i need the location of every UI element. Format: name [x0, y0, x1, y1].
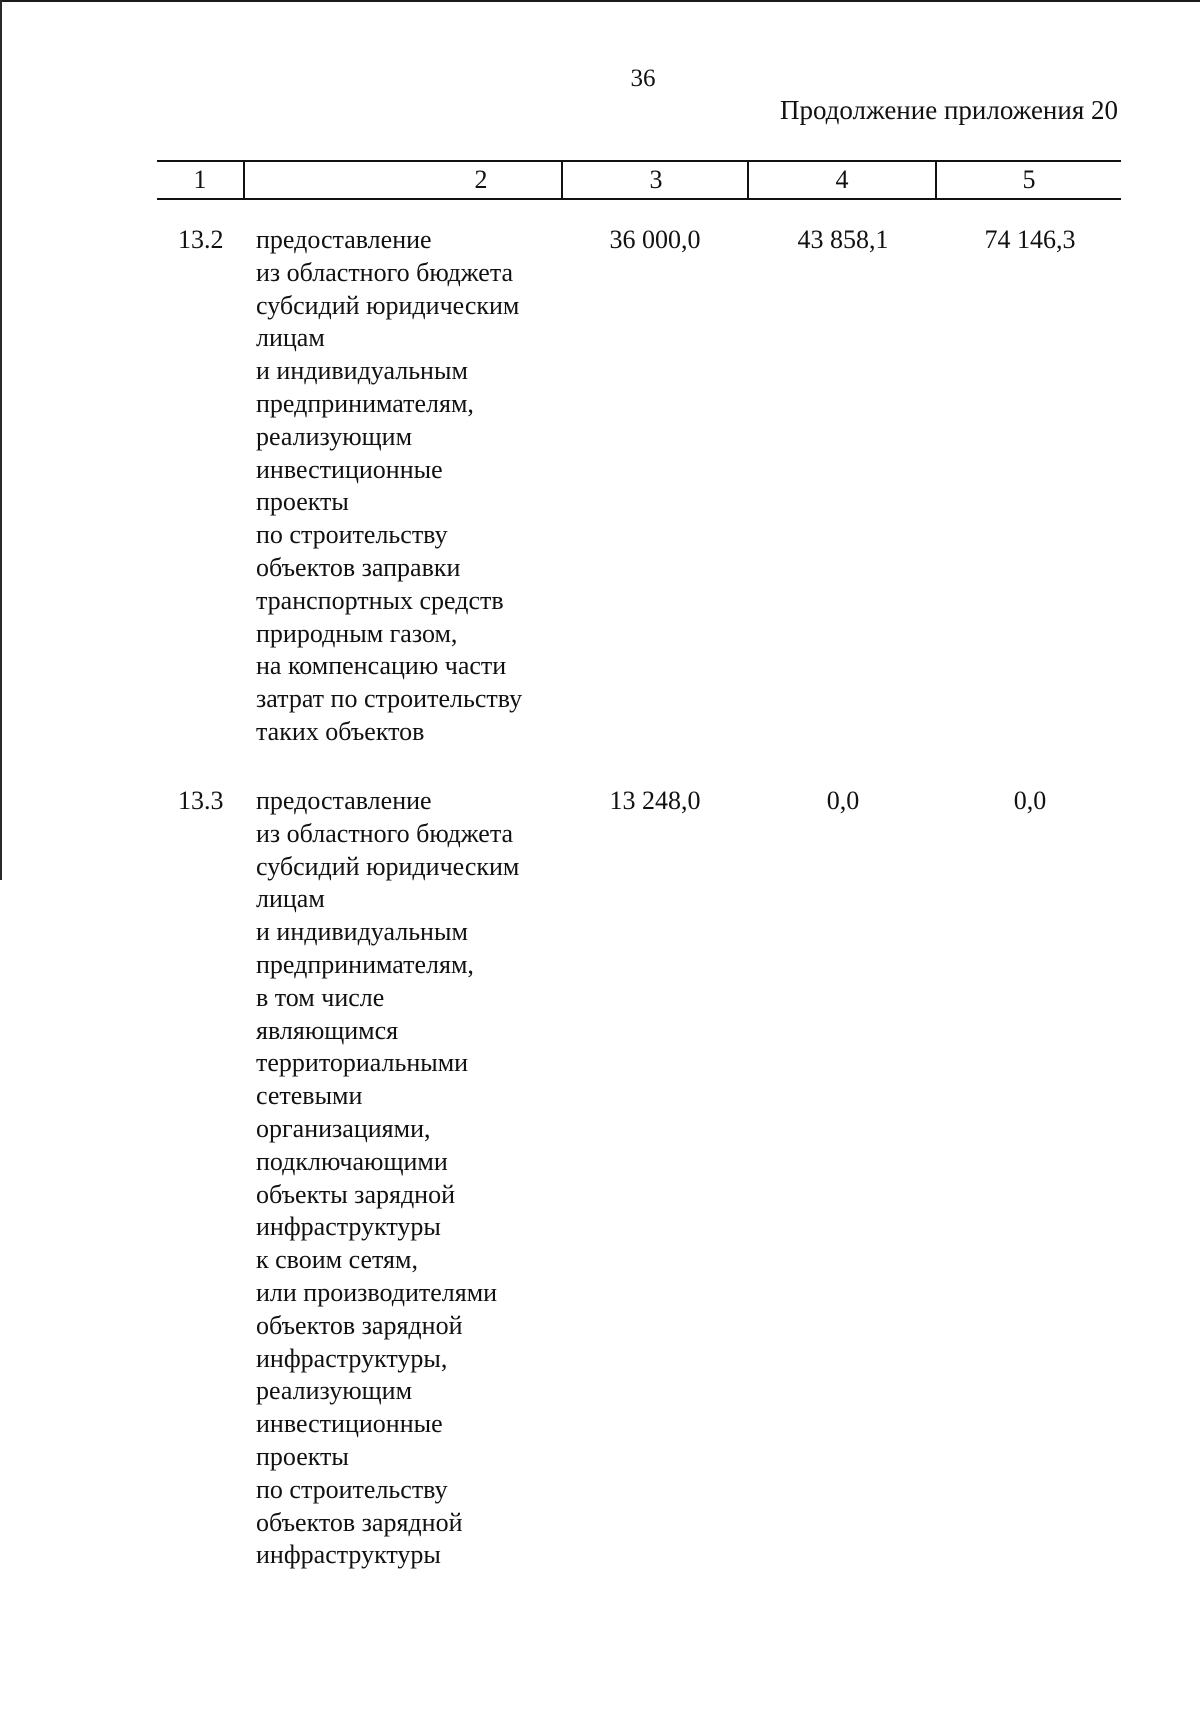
description-line: субсидий юридическим	[256, 851, 520, 881]
table-header-row	[157, 160, 1121, 200]
description-line: организациями,	[256, 1113, 431, 1143]
description-line: объектов заправки	[256, 552, 461, 582]
description-line: являющимся	[256, 1015, 399, 1045]
row-value-col-3: 13 248,0	[609, 786, 701, 815]
description-line: таких объектов	[256, 716, 425, 746]
description-line: лицам	[256, 323, 325, 353]
description-line: к своим сетям,	[256, 1245, 418, 1275]
row-number: 13.2	[178, 225, 224, 254]
description-line: реализующим	[256, 1376, 413, 1406]
description-line: по строительству	[256, 1474, 448, 1504]
description-line: инфраструктуры	[256, 1212, 441, 1242]
header-col-1: 1	[193, 165, 207, 194]
description-line: и индивидуальным	[256, 917, 468, 947]
description-line: предпринимателям,	[256, 388, 474, 418]
row-value-col-4: 43 858,1	[797, 225, 889, 254]
description-line: реализующим	[256, 421, 413, 451]
header-col-2: 2	[474, 165, 488, 194]
description-line: инвестиционные	[256, 454, 443, 484]
description-line: объектов зарядной	[256, 1507, 463, 1537]
row-value-col-5: 0,0	[1013, 786, 1047, 815]
description-line: сетевыми	[256, 1081, 363, 1111]
description-line: предоставление	[256, 225, 432, 254]
description-line: по строительству	[256, 520, 448, 550]
description-line: инвестиционные	[256, 1409, 443, 1439]
description-line: объекты зарядной	[256, 1179, 456, 1209]
row-description	[256, 785, 586, 1572]
description-line: субсидий юридическим	[256, 290, 520, 320]
description-line: лицам	[256, 884, 325, 914]
description-line: предпринимателям,	[256, 949, 474, 979]
description-line: инфраструктуры	[256, 1540, 441, 1570]
description-line: или производителями	[256, 1277, 498, 1307]
row-description	[256, 224, 586, 749]
header-col-5: 5	[1022, 165, 1036, 194]
description-line: затрат по строительству	[256, 684, 523, 714]
header-col-3: 3	[649, 165, 663, 194]
description-line: из областного бюджета	[256, 818, 514, 848]
page-edge-left	[0, 0, 2, 880]
description-line: территориальными	[256, 1048, 469, 1078]
description-line: подключающими	[256, 1146, 448, 1176]
description-line: и индивидуальным	[256, 356, 468, 386]
page-edge-top	[0, 0, 1200, 2]
description-line: объектов зарядной	[256, 1310, 463, 1340]
description-line: из областного бюджета	[256, 257, 514, 287]
row-value-col-3: 36 000,0	[609, 225, 701, 254]
description-line: транспортных средств	[256, 585, 504, 615]
appendix-continuation-note: Продолжение приложения 20	[779, 95, 1118, 125]
description-line: проекты	[256, 1441, 349, 1471]
description-line: в том числе	[256, 982, 385, 1012]
page-number: 36	[630, 65, 656, 92]
description-line: на компенсацию части	[256, 651, 507, 681]
description-line: природным газом,	[256, 618, 458, 648]
row-value-col-5: 74 146,3	[984, 225, 1076, 254]
description-line: проекты	[256, 487, 349, 517]
row-number: 13.3	[178, 786, 224, 815]
description-line: предоставление	[256, 786, 432, 815]
description-line: инфраструктуры,	[256, 1343, 448, 1373]
header-col-4: 4	[835, 165, 849, 194]
row-value-col-4: 0,0	[826, 786, 860, 815]
